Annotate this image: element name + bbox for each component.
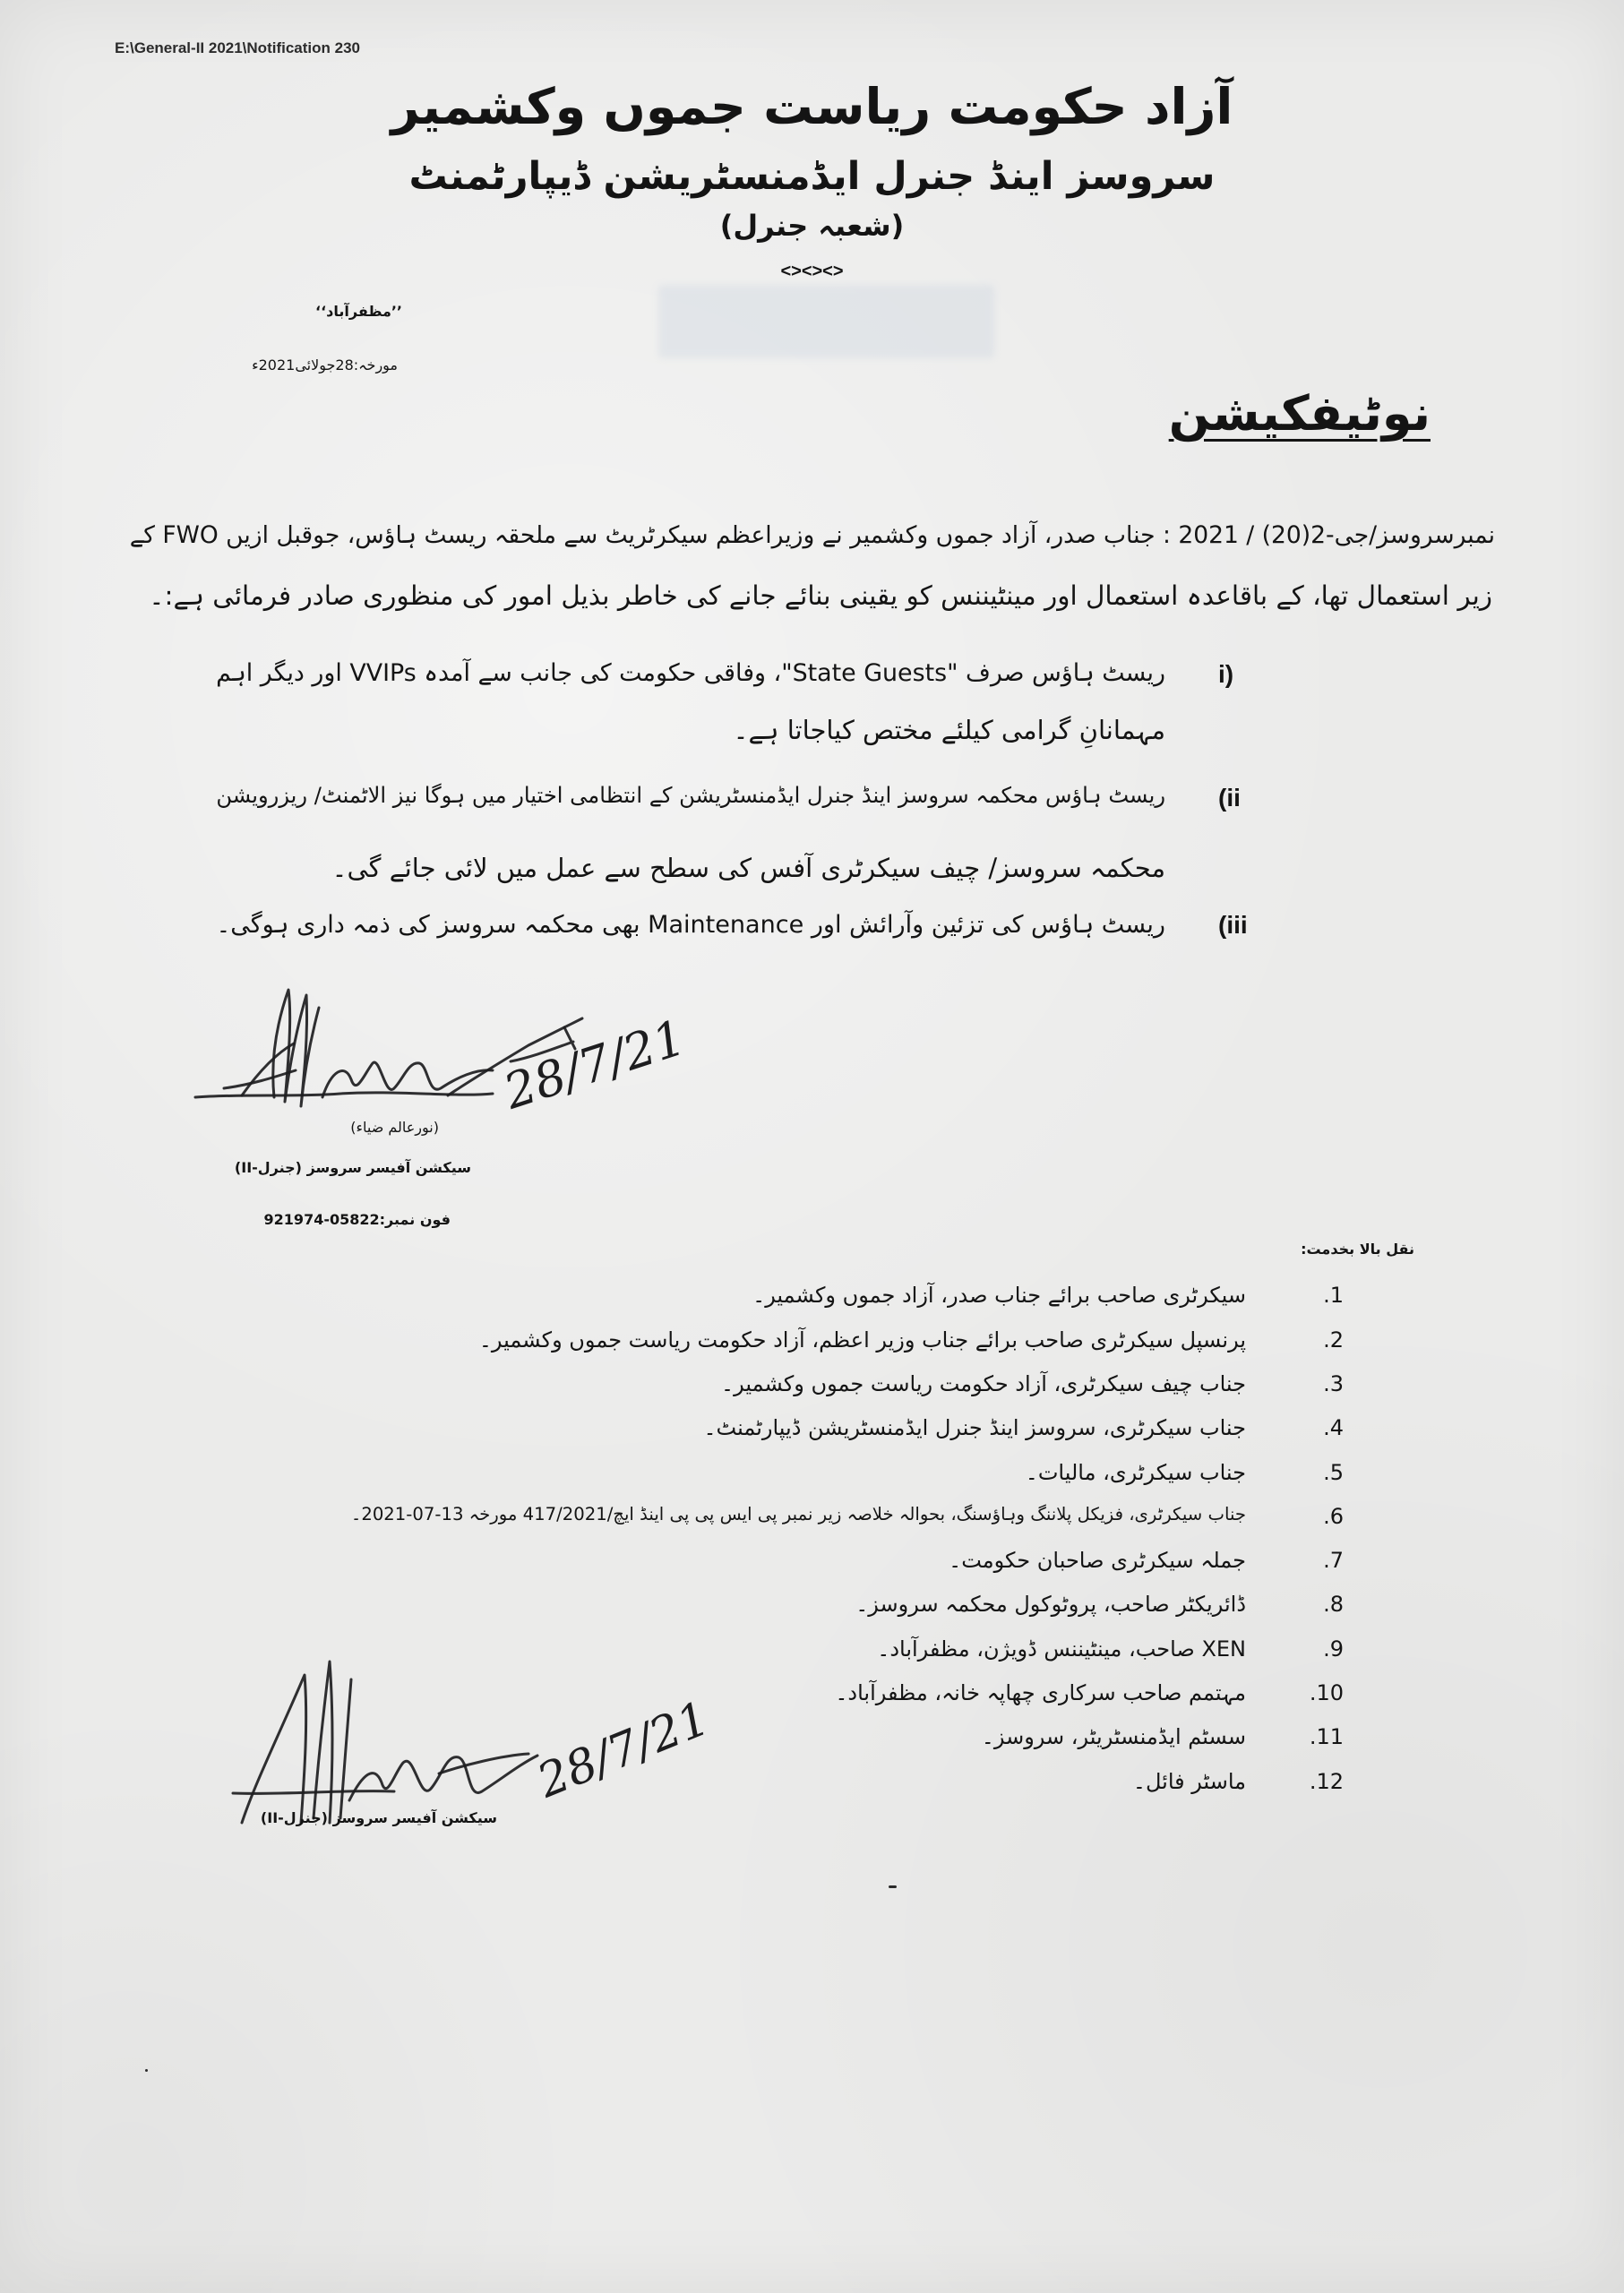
copy-item-text: جناب سیکرٹری، سروسز اینڈ جنرل ایڈمنسٹریشن ڈیپارٹمنٹ۔ (703, 1415, 1246, 1440)
copy-item-number: 11. (1309, 1724, 1344, 1749)
copy-to-heading: نقل بالا بخدمت: (1301, 1241, 1414, 1258)
signature-stroke (242, 1675, 306, 1823)
signatory-name: (نورعالم ضیاء) (350, 1119, 439, 1136)
signature-stroke (273, 990, 319, 1106)
signature-stroke (314, 1662, 332, 1823)
government-title: آزاد حکومت ریاست جموں وکشمیر (391, 78, 1233, 136)
order-line: مہمانانِ گرامی کیلئے مختص کیاجاتا ہے۔ (733, 715, 1165, 745)
handwritten-date: 28/7/21 (530, 1691, 717, 1809)
copy-item-text: سسٹم ایڈمنسٹریٹر، سروسز۔ (981, 1724, 1246, 1749)
copy-list-item (0, 1327, 1624, 1355)
file-path-label: E:\General-II 2021\Notification 230 (115, 39, 360, 56)
copy-list-item (0, 1503, 1624, 1532)
copy-item-number: 6. (1323, 1504, 1344, 1529)
copy-item-number: 3. (1323, 1371, 1344, 1396)
copy-item-text: XEN صاحب، مینٹیننس ڈویژن، مظفرآباد۔ (877, 1636, 1246, 1662)
copy-list-item (0, 1459, 1624, 1488)
order-line: ریسٹ ہاؤس صرف "State Guests"، وفاقی حکومت کی جانب سے آمدہ VVIPs اور دیگر اہم (216, 659, 1165, 687)
section-title: (شعبہ جنرل) (719, 209, 905, 243)
copy-item-text: جناب چیف سیکرٹری، آزاد حکومت ریاست جموں وکشمیر۔ (721, 1371, 1246, 1396)
order-line: ریسٹ ہاؤس محکمہ سروسز اینڈ جنرل ایڈمنسٹریشن کے انتظامی اختیار میں ہوگا نیز الاٹمنٹ/ ریزرویشن (216, 783, 1165, 808)
order-label: (iii (1218, 911, 1248, 939)
copy-item-number: 12. (1309, 1769, 1344, 1794)
place-label: ’’مظفرآباد‘‘ (315, 303, 402, 320)
copy-item-number: 2. (1323, 1327, 1344, 1353)
department-title-row (0, 152, 1624, 202)
signatory-designation: سیکشن آفیسر سروسز (جنرل-II) (234, 1159, 471, 1176)
copy-item-text: پرنسپل سیکرٹری صاحب برائے جناب وزیر اعظم، آزاد حکومت ریاست جموں وکشمیر۔ (478, 1327, 1246, 1353)
signatory-phone: فون نمبر:05822-921974 (263, 1211, 451, 1228)
copy-item-number: 1. (1323, 1283, 1344, 1308)
copy-list-item (0, 1370, 1624, 1399)
copy-item-text: مہتمم صاحب سرکاری چھاپہ خانہ، مظفرآباد۔ (835, 1680, 1246, 1705)
document-title: نوٹیفکیشن (1168, 385, 1431, 442)
copy-item-number: 7. (1323, 1548, 1344, 1573)
department-title: سروسز اینڈ جنرل ایڈمنسٹریشن ڈیپارٹمنٹ (408, 154, 1216, 199)
second-signatory-designation: سیکشن آفیسر سروسز (جنرل-II) (260, 1809, 497, 1826)
copy-item-text: سیکرٹری صاحب برائے جناب صدر، آزاد جموں وکشمیر۔ (752, 1283, 1246, 1308)
copy-item-number: 10. (1309, 1680, 1344, 1705)
order-line: محکمہ سروسز/ چیف سیکرٹری آفس کی سطح سے عمل میں لائی جائے گی۔ (331, 853, 1165, 883)
copy-item-number: 5. (1323, 1460, 1344, 1485)
body-line: زیر استعمال تھا، کے باقاعدہ استعمال اور مینٹیننس کو یقینی بنائے جانے کی خاطر بذیل امور کی منظوری صادر فرمائی ہے:۔ (149, 580, 1492, 611)
order-label: i) (1218, 660, 1234, 688)
ink-speck (889, 1885, 897, 1888)
copy-item-text: ماسٹر فائل۔ (1132, 1769, 1246, 1794)
order-label: (ii (1218, 784, 1241, 812)
header-divider-row (0, 262, 1624, 282)
copy-list-item (0, 1282, 1624, 1310)
copy-list-item (0, 1414, 1624, 1443)
copy-item-text: جناب سیکرٹری، فزیکل پلاننگ وہاؤسنگ، بحوالہ خلاصہ زیر نمبر پی ایس پی پی اینڈ ایچ/417/2021 مورخہ 13-07-2021۔ (350, 1504, 1246, 1524)
copy-list-item (0, 1547, 1624, 1576)
copy-item-text: جناب سیکرٹری، مالیات۔ (1025, 1460, 1246, 1485)
copy-list-item (0, 1591, 1624, 1619)
copy-item-number: 8. (1323, 1592, 1344, 1617)
body-line: نمبرسروسز/جی-2(20) / 2021 : جناب صدر، آزاد جموں وکشمیر نے وزیراعظم سیکرٹریٹ سے ملحقہ ریسٹ ہاؤس، جوقبل ازیں FWO کے (129, 521, 1495, 549)
copy-item-text: جملہ سیکرٹری صاحبان حکومت۔ (949, 1548, 1246, 1573)
faded-stamp-mark (658, 285, 994, 358)
signature-stroke (233, 1791, 394, 1794)
copy-item-number: 4. (1323, 1415, 1344, 1440)
header-divider: <><><> (780, 262, 844, 281)
signature-stroke (349, 1756, 537, 1800)
copy-item-number: 9. (1323, 1636, 1344, 1662)
handwritten-date: 28/7/21 (497, 1009, 692, 1121)
government-title-row (0, 75, 1624, 140)
date-label: مورخہ:28جولائی2021ء (252, 356, 398, 374)
order-line: ریسٹ ہاؤس کی تزئین وآرائش اور Maintenance بھی محکمہ سروسز کی ذمہ داری ہوگی۔ (216, 911, 1165, 939)
copy-item-text: ڈائریکٹر صاحب، پروٹوکول محکمہ سروسز۔ (855, 1592, 1246, 1617)
section-title-row (0, 208, 1624, 245)
ink-speck (145, 2069, 148, 2072)
